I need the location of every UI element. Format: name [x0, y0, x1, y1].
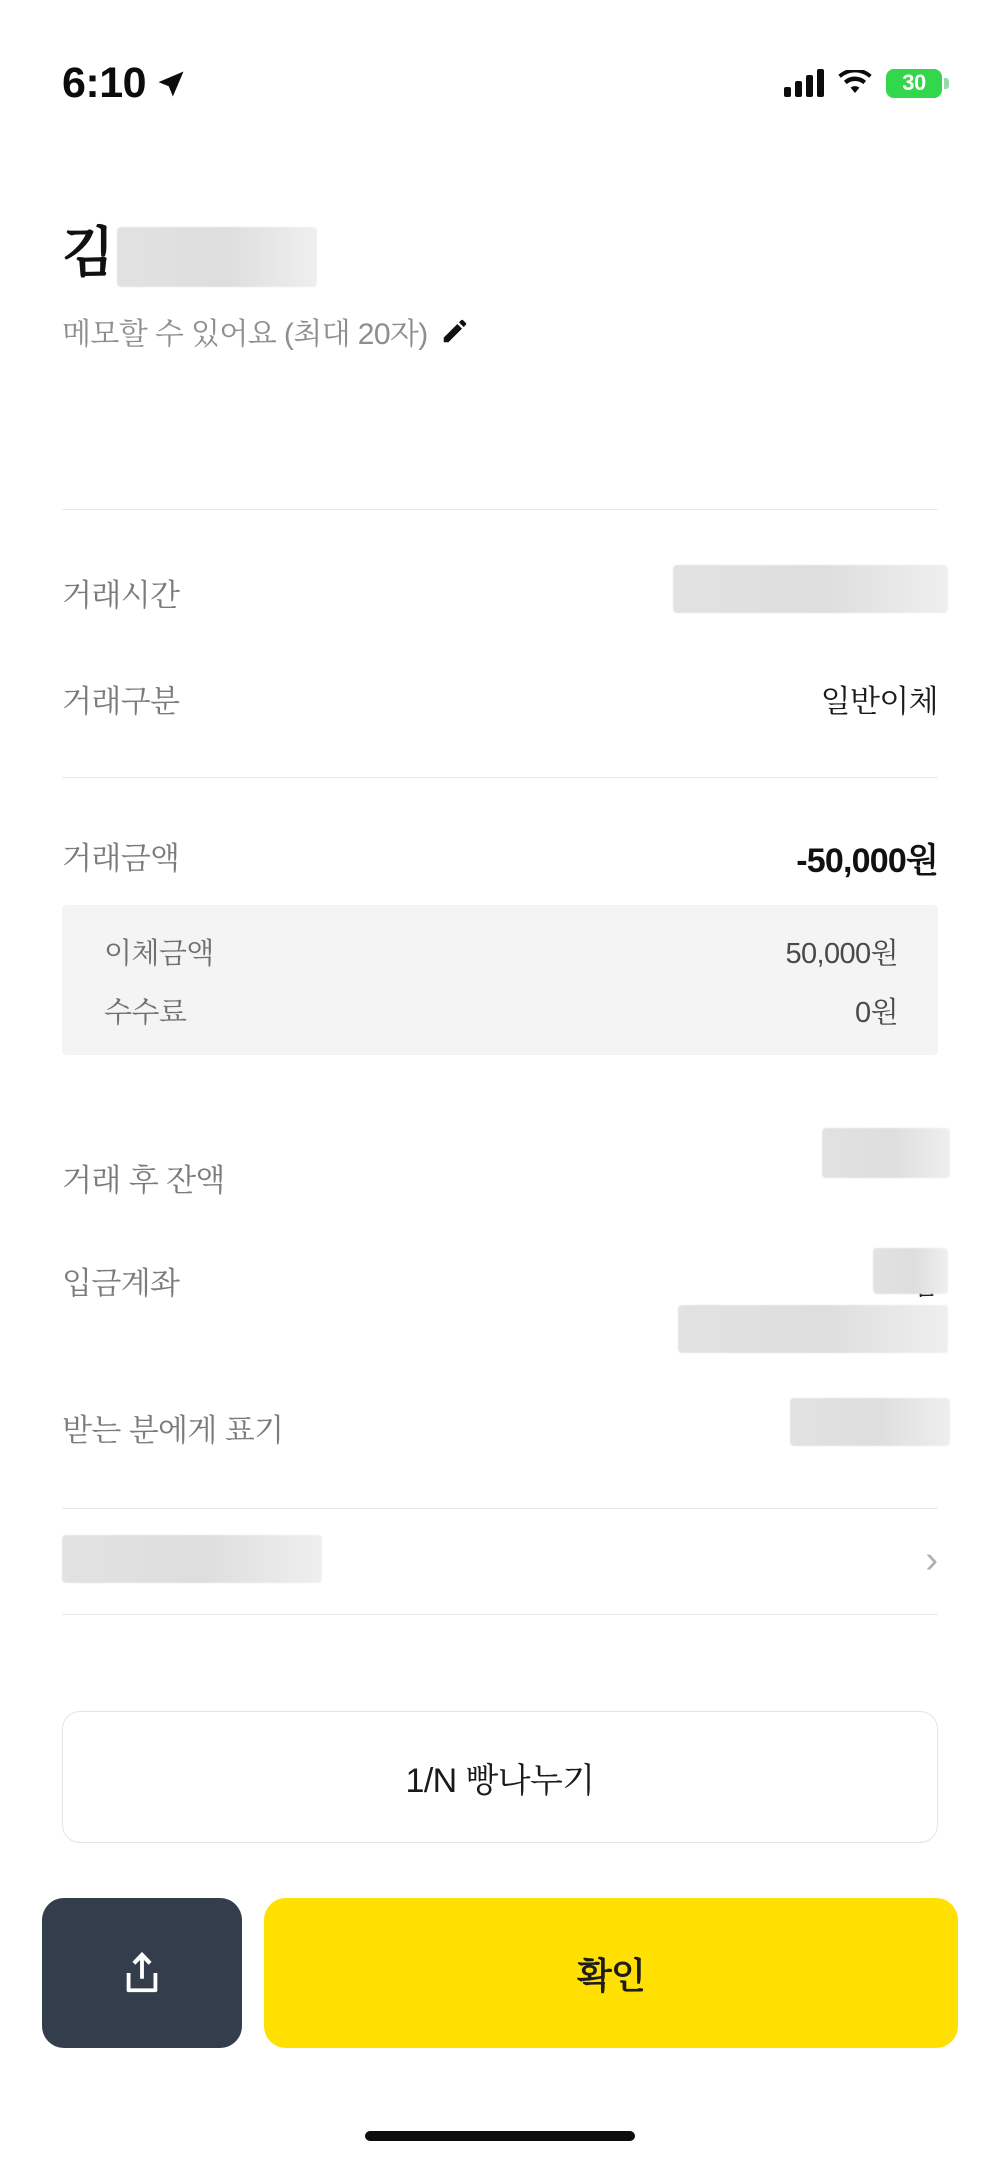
redacted-balance-after	[822, 1128, 950, 1178]
fee-breakdown-box	[62, 905, 938, 1055]
location-arrow-icon	[156, 69, 186, 99]
fee-line-fee	[104, 990, 898, 1031]
share-button[interactable]	[42, 1898, 242, 2048]
divider-top	[62, 509, 938, 510]
row-transaction-type	[62, 676, 938, 721]
pencil-icon[interactable]	[440, 316, 470, 346]
confirm-button-label: 확인	[577, 1954, 645, 1996]
status-bar	[0, 0, 1000, 120]
redacted-name	[117, 227, 317, 287]
fee-label: 수수료	[104, 997, 187, 1029]
amount-label: 거래금액	[62, 841, 180, 876]
battery-cap	[944, 78, 949, 89]
divider-list	[62, 1614, 938, 1615]
transaction-type-label: 거래구분	[62, 684, 180, 719]
title-row	[62, 225, 938, 287]
row-balance-after	[62, 1155, 938, 1200]
page-title: 김	[62, 223, 114, 283]
status-time: 6:10	[62, 58, 147, 107]
redacted-deposit-account-number	[678, 1305, 948, 1353]
transaction-time-label: 거래시간	[62, 578, 180, 613]
row-amount	[62, 833, 938, 882]
transaction-type-value: 일반이체	[820, 684, 938, 719]
wifi-icon	[838, 70, 872, 96]
status-bar-left	[62, 59, 186, 108]
redacted-recipient-memo	[790, 1398, 950, 1446]
confirm-button[interactable]	[264, 1898, 958, 2048]
footer-actions	[42, 1898, 958, 2048]
memo-row[interactable]	[62, 309, 938, 353]
page-header	[62, 225, 938, 353]
redacted-deposit-name	[873, 1248, 948, 1294]
divider-amount	[62, 777, 938, 778]
balance-after-label: 거래 후 잔액	[62, 1163, 225, 1198]
split-bill-button[interactable]	[62, 1711, 938, 1843]
chevron-right-icon[interactable]: ›	[925, 1539, 938, 1581]
amount-value: -50,000원	[796, 842, 938, 880]
recipient-memo-label: 받는 분에게 표기	[62, 1413, 284, 1448]
battery-icon	[886, 69, 942, 98]
redacted-list-row-label	[62, 1535, 322, 1583]
fee-line-transfer	[104, 931, 898, 972]
split-bill-label: 1/N 빵나누기	[405, 1761, 595, 1800]
transfer-amount-label: 이체금액	[104, 938, 214, 970]
redacted-transaction-time	[673, 565, 948, 613]
share-upload-icon	[119, 1947, 165, 1999]
status-bar-right	[784, 69, 942, 98]
row-deposit-account	[62, 1258, 938, 1303]
transfer-amount-value: 50,000원	[785, 938, 898, 970]
fee-value: 0원	[855, 997, 898, 1029]
home-indicator	[365, 2131, 635, 2141]
cellular-signal-icon	[784, 69, 824, 97]
memo-placeholder: 메모할 수 있어요 (최대 20자)	[62, 318, 428, 351]
deposit-account-label: 입금계좌	[62, 1266, 180, 1301]
battery-percent: 30	[902, 70, 926, 95]
